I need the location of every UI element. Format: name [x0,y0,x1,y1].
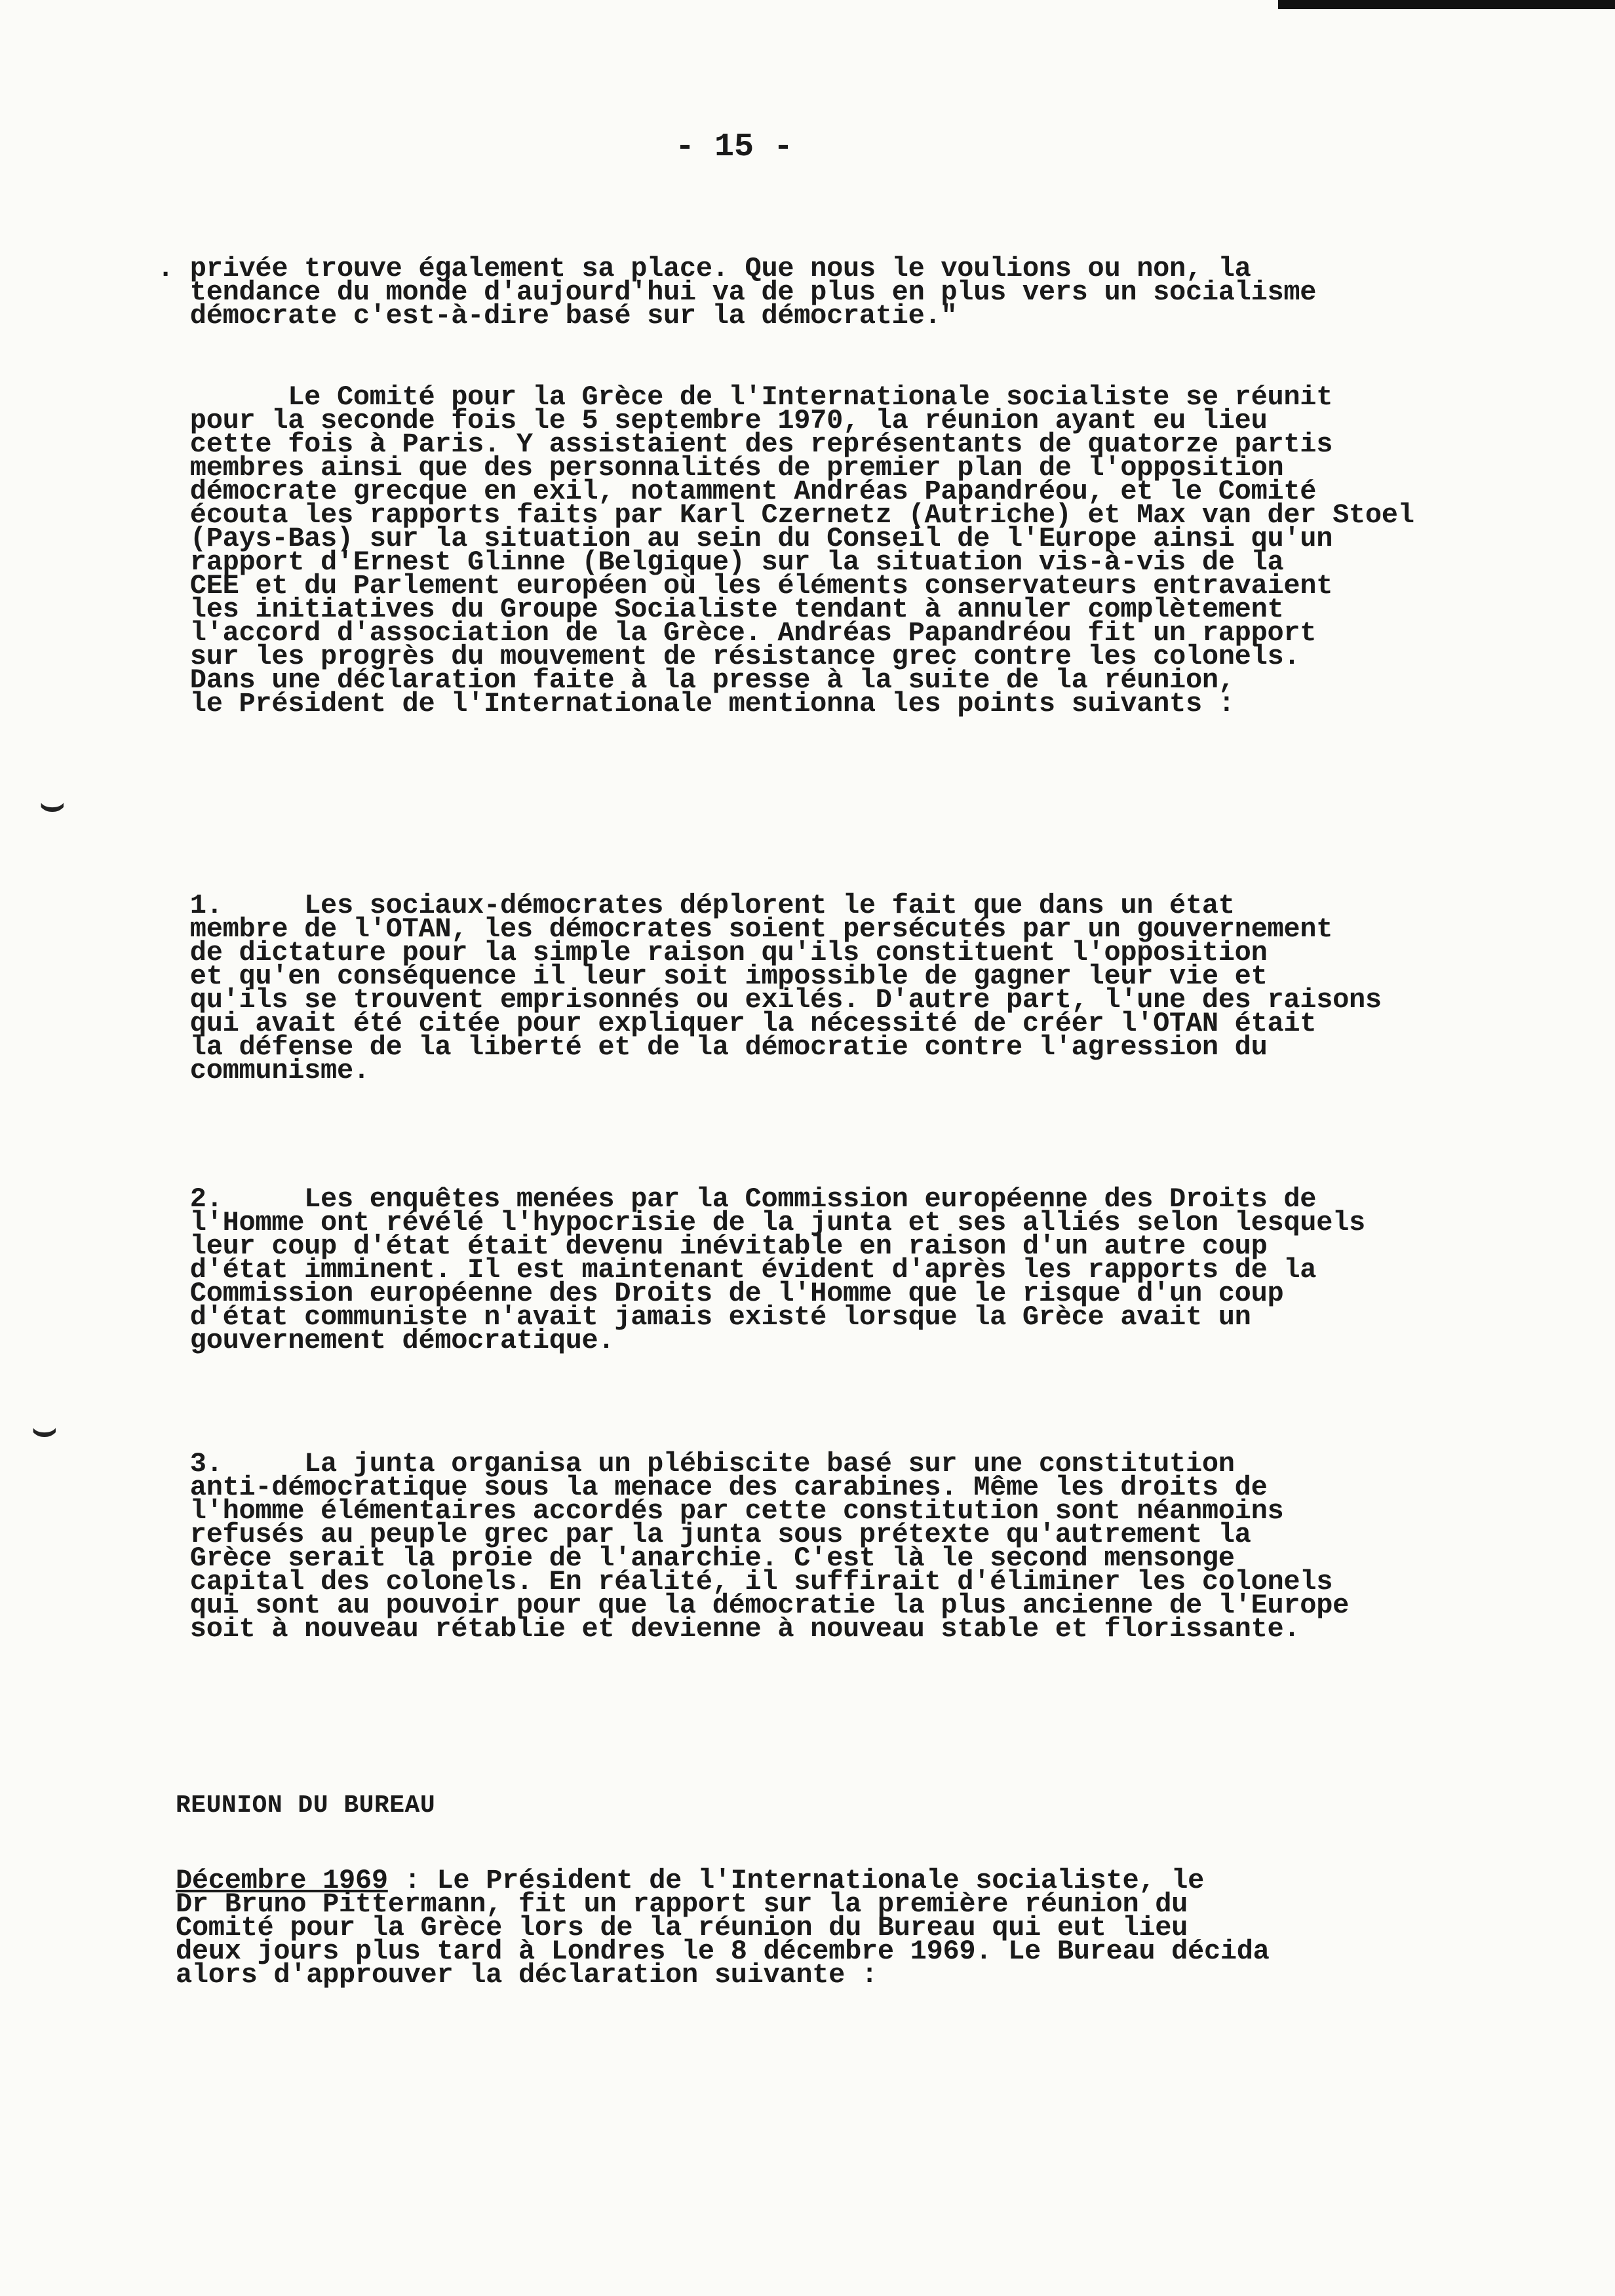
bureau-date: Décembre 1969 [176,1865,388,1896]
text-line: écouta les rapports faits par Karl Czernetz (Autriche) et Max van der Stoel [157,499,1414,531]
text-line: l'homme élémentaires accordés par cette constitution sont néanmoins [157,1495,1284,1527]
bureau-line: Comité pour la Grèce lors de la réunion du Bureau qui eut lieu [176,1912,1188,1943]
text-line: communisme. [157,1055,370,1086]
top-border-rule [1278,0,1615,9]
text-line: capital des colonels. En réalité, il suffirait d'éliminer les colonels [157,1566,1333,1598]
text-line: qu'ils se trouvent emprisonnés ou exilés. D'autre part, l'une des raisons [157,984,1382,1016]
text-line: membres ainsi que des personnalités de premier plan de l'opposition [157,452,1284,484]
text-line: soit à nouveau rétablie et devienne à nouveau stable et florissante. [157,1613,1300,1645]
text-line: Le Comité pour la Grèce de l'Internationale socialiste se réunit [157,381,1333,413]
text-line: le Président de l'Internationale mentionna les points suivants : [157,688,1235,719]
text-line: . privée trouve également sa place. Que nous le voulions ou non, la [157,253,1251,284]
text-line: qui sont au pouvoir pour que la démocratie la plus ancienne de l'Europe [157,1590,1350,1621]
text-line: refusés au peuple grec par la junta sous prétexte qu'autrement la [157,1519,1251,1550]
text-line: l'Homme ont révélé l'hypocrisie de la junta et ses alliés selon lesquels [157,1207,1365,1238]
text-line: 3. La junta organisa un plébiscite basé sur une constitution [157,1448,1235,1480]
bureau-line: alors d'approuver la déclaration suivante : [176,1959,878,1991]
page-number: - 15 - [674,128,794,166]
text-line: anti-démocratique sous la menace des carabines. Même les droits de [157,1472,1268,1503]
point-1-paragraph [157,890,1382,1086]
quote-paragraph [157,253,1376,332]
text-line: et qu'en conséquence il leur soit impossible de gagner leur vie et [157,961,1268,992]
bureau-line: Dr Bruno Pittermann, fit un rapport sur la première réunion du [176,1888,1188,1920]
text-line: d'état communiste n'avait jamais existé lorsque la Grèce avait un [157,1301,1251,1333]
text-line: les initiatives du Groupe Socialiste tendant à annuler complètement [157,594,1284,625]
text-line: d'état imminent. Il est maintenant évident d'après les rapports de la [157,1254,1317,1286]
text-line: CEE et du Parlement européen où les éléments conservateurs entravaient [157,570,1333,602]
text-line: démocrate c'est-à-dire basé sur la démocratie." [157,300,958,332]
bureau-paragraph [176,1865,1395,1991]
text-line: Commission européenne des Droits de l'Homme que le risque d'un coup [157,1278,1284,1309]
text-line: gouvernement démocratique. [157,1325,615,1356]
text-line: tendance du monde d'aujourd'hui va de plus en plus vers un socialisme [157,277,1317,308]
text-line: sur les progrès du mouvement de résistance grec contre les colonels. [157,641,1300,672]
text-line: (Pays-Bas) sur la situation au sein du Conseil de l'Europe ainsi qu'un [157,523,1333,554]
text-line: l'accord d'association de la Grèce. Andréas Papandréou fit un rapport [157,617,1317,649]
bureau-first-line: : Le Président de l'Internationale socialiste, le [387,1865,1204,1896]
point-3-paragraph [157,1448,1376,1645]
text-line: membre de l'OTAN, les démocrates soient persécutés par un gouvernement [157,913,1333,945]
text-line: Dans une déclaration faite à la presse à la suite de la réunion, [157,664,1235,696]
text-line: pour la seconde fois le 5 septembre 1970, la réunion ayant eu lieu [157,405,1268,436]
bureau-line: deux jours plus tard à Londres le 8 décembre 1969. Le Bureau décida [176,1936,1270,1967]
text-line: la défense de la liberté et de la démocratie contre l'agression du [157,1031,1268,1063]
point-2-paragraph [157,1183,1376,1356]
committee-paragraph [157,381,1414,719]
text-line: 1. Les sociaux-démocrates déplorent le fait que dans un état [157,890,1235,921]
text-line: rapport d'Ernest Glinne (Belgique) sur la situation vis-à-vis de la [157,546,1284,578]
text-line: de dictature pour la simple raison qu'ils constituent l'opposition [157,937,1268,968]
text-line: démocrate grecque en exil, notamment Andréas Papandréou, et le Comité [157,476,1317,507]
text-line: cette fois à Paris. Y assistaient des représentants de quatorze partis [157,429,1333,460]
margin-mark: ⌣ [31,1410,58,1455]
text-line: leur coup d'état était devenu inévitable en raison d'un autre coup [157,1231,1268,1262]
text-line: qui avait été citée pour expliquer la nécessité de créer l'OTAN était [157,1008,1317,1039]
text-line: Grèce serait la proie de l'anarchie. C'est là le second mensonge [157,1542,1235,1574]
text-line: 2. Les enquêtes menées par la Commission européenne des Droits de [157,1183,1317,1215]
margin-mark: ⌣ [39,785,66,830]
section-heading: REUNION DU BUREAU [176,1791,436,1820]
